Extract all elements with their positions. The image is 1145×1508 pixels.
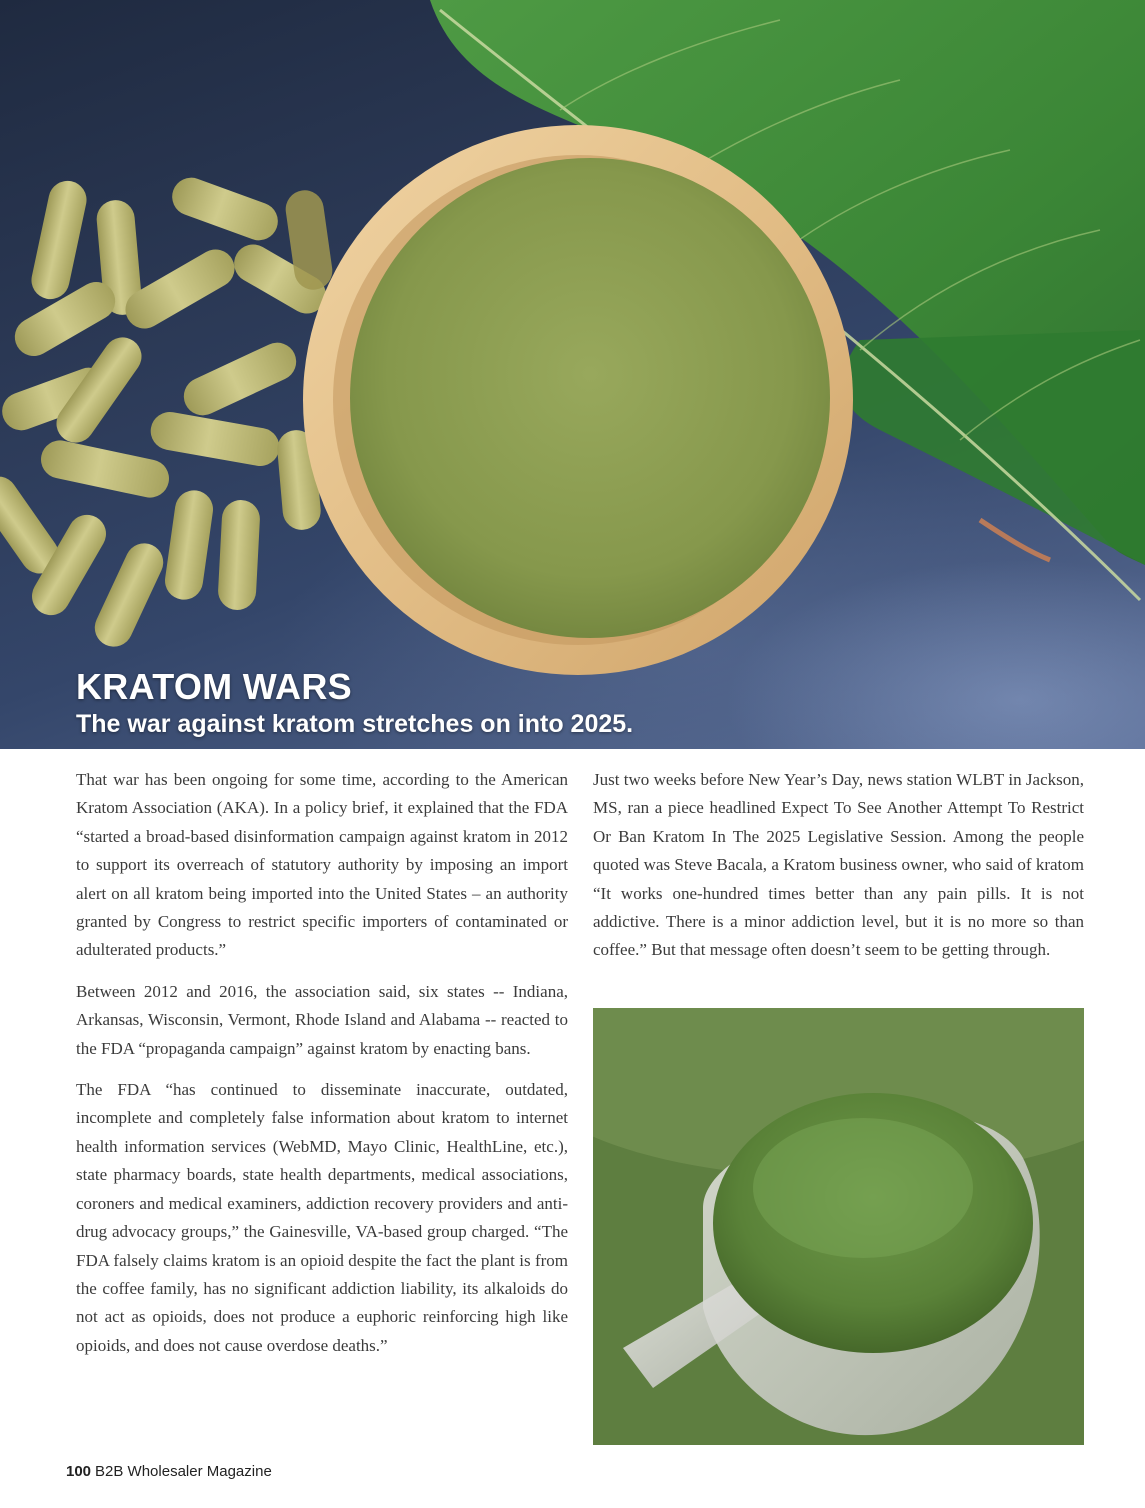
paragraph: Between 2012 and 2016, the association said, six states -- Indiana, Arkansas, Wisconsin, Vermont, Rhode Island and Alabama -- reacted to the FDA “propaganda campaign” against kratom by enacting bans. [76,981,568,1058]
hero-illustration [0,0,1145,749]
scoop-illustration [593,1008,1084,1445]
capsules [0,172,335,653]
page-footer [66,1463,272,1480]
page-title: KRATOM WARS [76,666,352,707]
paragraph: That war has been ongoing for some time, according to the American Kratom Association (AKA). In a policy brief, it explained that the FDA “started a broad-based disinformation campaign against kratom in 2012 to support its overreach of statutory authority by imposing an import alert on all kratom being imported into the United States – an authority granted by Congress to restrict specific importers of contaminated or adulterated products.” [76,770,568,960]
scoop-photo [593,1008,1084,1445]
powder-bowl [303,125,853,675]
article-column-right [593,766,1084,978]
paragraph: The FDA “has continued to disseminate inaccurate, outdated, incomplete and completely false information about kratom to internet health information services (WebMD, Mayo Clinic, HealthLine, etc.), state pharmacy boards, state health departments, medical associations, coroners and medical examiners, addiction recovery providers and anti-drug advocacy groups,” the Gainesville, VA-based group charged. “The FDA falsely claims kratom is an opioid despite the fact the plant is from the coffee family, has no significant addiction liability, its alkaloids do not act as opioids, does not produce a euphoric reinforcing high like opioids, and does not cause overdose deaths.” [76,1080,568,1355]
page-subtitle: The war against kratom stretches on into 2025. [76,710,634,738]
hero-image [0,0,1145,749]
page-number: 100 [66,1463,92,1480]
article-column-left [76,766,568,1373]
paragraph: Just two weeks before New Year’s Day, news station WLBT in Jackson, MS, ran a piece headlined Expect To See Another Attempt To Restrict Or Ban Kratom In The 2025 Legislative Session. Among the people quoted was Steve Bacala, a Kratom business owner, who said of kratom “It works one-hundred times better than any pain pills. It is not addictive. There is a minor addiction level, but it is no more so than coffee.” But that message often doesn’t seem to be getting through. [593,770,1084,960]
publication-name: B2B Wholesaler Magazine [95,1463,272,1480]
